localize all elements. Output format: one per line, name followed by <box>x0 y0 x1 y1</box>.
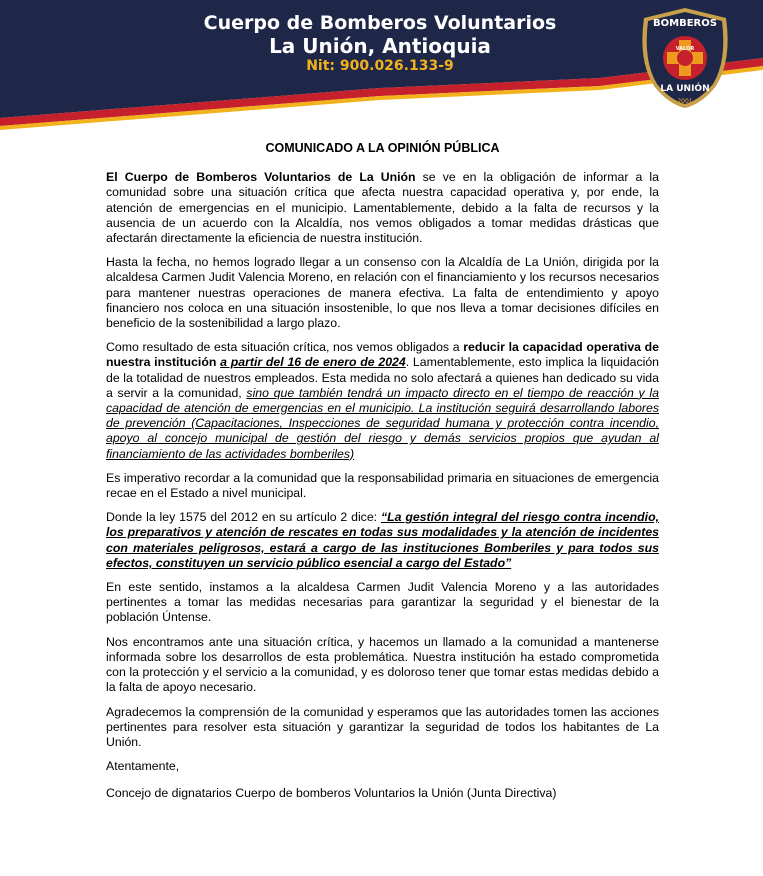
letterhead-banner <box>0 0 763 130</box>
paragraph-2: Hasta la fecha, no hemos logrado llegar a un consenso con la Alcaldía de La Unión, dirigida por la alcaldesa Carmen Judit Valencia Moreno, en relación con el financiamiento y los recursos necesarios para mantener nuestras operaciones de manera efectiva. La falta de entendimiento y apoyo financiero nos coloca en una situación insostenible, lo que nos lleva a tomar decisiones difíciles en beneficio de la sostenibilidad a largo plazo. <box>106 255 659 331</box>
paragraph-6: En este sentido, instamos a la alcaldesa Carmen Judit Valencia Moreno y a las autoridades pertinentes a tomar las medidas necesarias para garantizar la seguridad y el bienestar de la población Úntense. <box>106 580 659 625</box>
paragraph-4: Es imperativo recordar a la comunidad que la responsabilidad primaria en situaciones de emergencia recae en el Estado a nivel municipal. <box>106 470 659 501</box>
paragraph-3 <box>106 340 659 462</box>
org-location: La Unión, Antioquia <box>269 34 491 58</box>
paragraph-8: Agradecemos la comprensión de la comunidad y esperamos que las autoridades tomen las acciones pertinentes para resolver esta situación y garantizar la seguridad de todos los habitantes de La Unión. <box>106 704 659 749</box>
closing: Atentamente, <box>106 759 180 774</box>
org-name-bold: El Cuerpo de Bomberos Voluntarios de La Unión <box>106 170 416 185</box>
document-heading: COMUNICADO A LA OPINIÓN PÚBLICA <box>265 141 500 155</box>
paragraph-3-mid: . Lamentablemente, esto implica la liquidación de la totalidad de nuestros empleados. Esta medida no solo afectará a quienes han dedicado su vida a servir a la comunidad, <box>106 355 660 400</box>
effective-date: a partir del 16 de enero de 2024 <box>220 355 406 370</box>
badge-year: 2001 <box>677 98 693 105</box>
capacity-reduction-bold: reducir la capacidad operativa de nuestra institución <box>106 340 660 370</box>
paragraph-1-text: se ve en la obligación de informar a la comunidad sobre una situación crítica que afecta nuestra capacidad operativa y, por ende, la atención de emergencias en el municipio. Lamentablemente, debido a la falta de recursos y la ausencia de un acuerdo con la Alcaldía, nos vemos obligados a tomar medidas drásticas que afectarán directamente la eficiencia de nuestra institución. <box>106 170 659 246</box>
badge-center-word: VALOR <box>675 46 695 52</box>
org-name: Cuerpo de Bomberos Voluntarios <box>203 12 557 34</box>
document-body <box>106 141 659 811</box>
signature: Concejo de dignatarios Cuerpo de bomberos Voluntarios la Unión (Junta Directiva) <box>106 786 557 801</box>
org-nit: Nit: 900.026.133-9 <box>306 58 454 74</box>
law-quote: “La gestión integral del riesgo contra incendio, los preparativos y atención de rescates en todas sus modalidades y la atención de incidentes con materiales peligrosos, estará a cargo de las instituciones Bomberiles y para todos sus efectos, constituyen un servicio público esencial a cargo del Estado” <box>106 510 659 570</box>
badge-top-text: BOMBEROS <box>653 18 717 29</box>
law-reference: Donde la ley 1575 del 2012 en su artículo 2 dice: <box>106 510 381 525</box>
paragraph-7: Nos encontramos ante una situación crítica, y hacemos un llamado a la comunidad a mantenerse informada sobre los desarrollos de esta problemática. Nuestra institución ha estado comprometida con la protección y el servicio a la comunidad, y es doloroso tener que tomar estas medidas debido a la falta de apoyo necesario. <box>106 634 659 695</box>
bomberos-shield-logo <box>636 6 734 110</box>
paragraph-1 <box>106 170 659 246</box>
impact-statement: sino que también tendrá un impacto directo en el tiempo de reacción y la capacidad de atención de emergencias en el municipio. La institución seguirá desarrollando labores de prevención (Capacitaciones, Inspecciones de seguridad humana y protección contra incendio, apoyo al concejo municipal de gestión del riesgo y demás servicios propios que ayudan al financiamiento de las actividades bomberiles) <box>106 385 659 461</box>
paragraph-3-intro: Como resultado de esta situación crítica, nos vemos obligados a <box>106 340 464 355</box>
paragraph-5 <box>106 510 659 571</box>
badge-bottom-text: LA UNIÓN <box>660 84 710 94</box>
